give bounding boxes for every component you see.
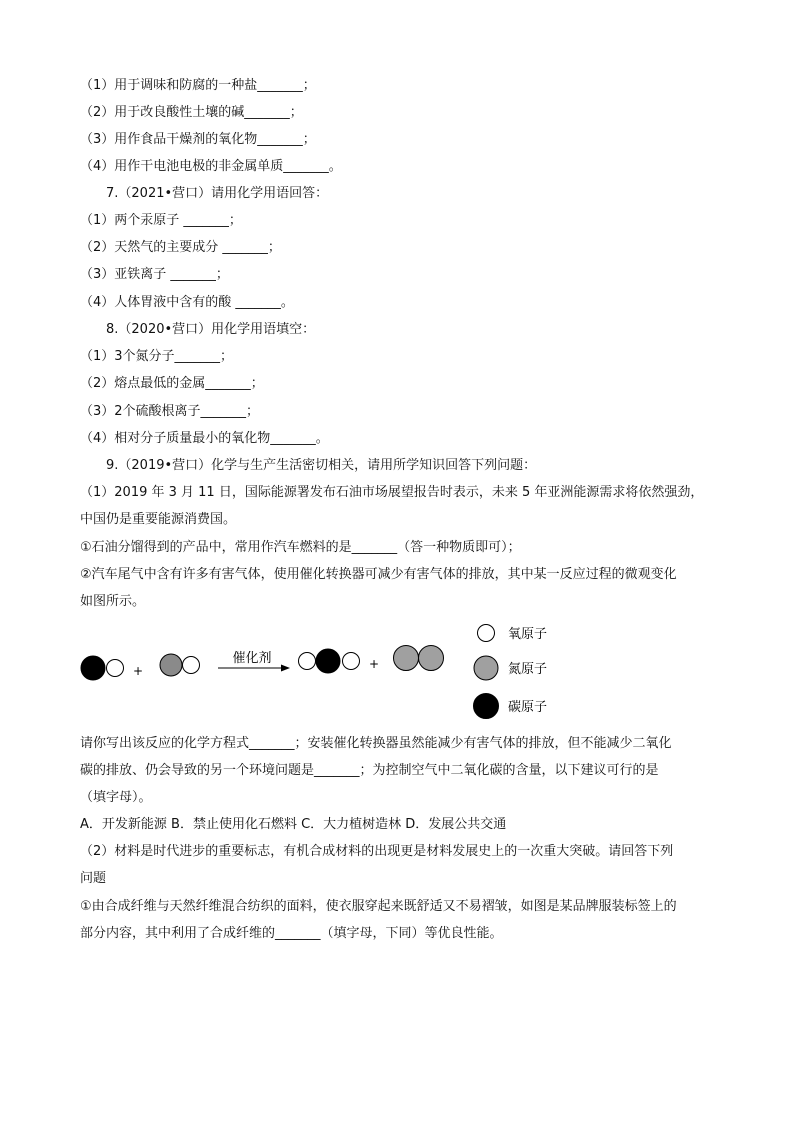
oxygen-atom <box>107 660 124 677</box>
q9-part2-text-2: 问题 <box>80 871 107 886</box>
q8-item-4: （4）相对分子质量最小的氧化物_______。 <box>80 431 329 446</box>
nitrogen-atom <box>394 646 419 671</box>
legend-oxygen-swatch <box>478 625 495 642</box>
q9-part1-sub2-line1: ②汽车尾气中含有许多有害气体，使用催化转换器可减少有害气体的排放，其中某一反应过程的微观变化 <box>80 567 677 582</box>
reactant-no-molecule <box>160 654 200 676</box>
carbon-atom <box>316 649 340 673</box>
q7-item-4: （4）人体胃液中含有的酸 _______。 <box>80 295 294 310</box>
q8-item-1: （1）3个氮分子_______； <box>80 349 234 364</box>
q9-options: A．开发新能源 B．禁止使用化石燃料 C．大力植树造林 D．发展公共交通 <box>80 817 507 832</box>
carbon-atom <box>81 656 105 680</box>
q9-part2-text-1: （2）材料是时代进步的重要标志，有机合成材料的出现更是材料发展史上的一次重大突破。请回答下列 <box>80 844 674 859</box>
q8-stem: 8.（2020•营口）用化学用语填空： <box>106 322 316 337</box>
reaction-diagram <box>0 618 794 728</box>
oxygen-atom <box>343 653 360 670</box>
q8-item-2: （2）熔点最低的金属_______； <box>80 376 264 391</box>
q9-equation-prompt-2: 碳的排放、仍会导致的另一个环境问题是_______；为控制空气中二氧化碳的含量，以下建议可行的是 <box>80 763 659 778</box>
q9-stem: 9.（2019•营口）化学与生产生活密切相关，请用所学知识回答下列问题： <box>106 458 537 473</box>
q9-part1-text-1: （1）2019 年 3 月 11 日，国际能源署发布石油市场展望报告时表示，未来 5 年亚洲能源需求将依然强劲， <box>80 485 704 500</box>
oxygen-atom <box>183 657 200 674</box>
q7-stem: 7.（2021•营口）请用化学用语回答： <box>106 186 329 201</box>
product-n2-molecule <box>394 646 444 671</box>
q9-equation-prompt-3: （填字母）。 <box>80 790 152 805</box>
legend-oxygen-label: 氧原子 <box>508 627 548 642</box>
q9-part2-sub1-line1: ①由合成纤维与天然纤维混合纺织的面料，使衣服穿起来既舒适又不易褶皱，如图是某品牌服装标签上的 <box>80 899 677 914</box>
reactant-co-molecule <box>81 656 124 680</box>
q6-item-3: （3）用作食品干燥剂的氧化物_______； <box>80 132 316 147</box>
reaction-arrow-head <box>281 665 290 672</box>
legend-nitrogen-swatch <box>474 656 498 680</box>
q7-item-2: （2）天然气的主要成分 _______； <box>80 240 281 255</box>
nitrogen-atom <box>419 646 444 671</box>
catalyst-label: 催化剂 <box>232 651 272 666</box>
plus-sign-2: + <box>368 657 380 671</box>
q9-equation-prompt-1: 请你写出该反应的化学方程式_______；安装催化转换器虽然能减少有害气体的排放，但不能减少二氧化 <box>80 736 672 751</box>
legend-carbon-swatch <box>474 694 499 719</box>
product-co2-molecule <box>299 649 360 673</box>
q9-part2-sub1-line2: 部分内容，其中利用了合成纤维的_______（填字母，下同）等优良性能。 <box>80 926 503 941</box>
q7-item-3: （3）亚铁离子 _______； <box>80 267 229 282</box>
legend-carbon-label: 碳原子 <box>508 700 548 715</box>
q7-item-1: （1）两个汞原子 _______； <box>80 213 242 228</box>
oxygen-atom <box>299 653 316 670</box>
q6-item-1: （1）用于调味和防腐的一种盐_______； <box>80 78 316 93</box>
nitrogen-atom <box>160 654 182 676</box>
q9-part1-text-2: 中国仍是重要能源消费国。 <box>80 512 237 527</box>
q6-item-2: （2）用于改良酸性土壤的碱_______； <box>80 105 303 120</box>
legend <box>474 625 548 719</box>
q8-item-3: （3）2个硫酸根离子_______； <box>80 404 260 419</box>
legend-nitrogen-label: 氮原子 <box>508 662 548 677</box>
q9-part1-sub2-line2: 如图所示。 <box>80 594 146 609</box>
plus-sign-1: + <box>132 664 144 678</box>
q6-item-4: （4）用作干电池电极的非金属单质_______。 <box>80 159 342 174</box>
q9-part1-sub1: ①石油分馏得到的产品中，常用作汽车燃料的是_______（答一种物质即可）； <box>80 540 521 555</box>
